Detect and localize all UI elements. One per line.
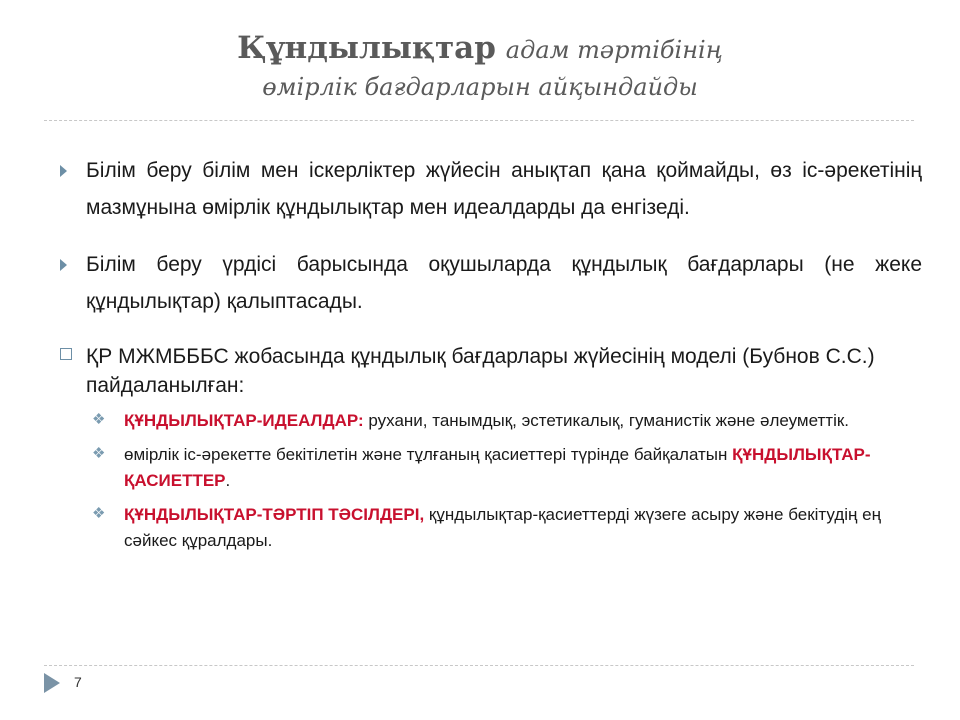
footer-triangle-icon: [44, 673, 60, 693]
slide-title: [60, 28, 900, 104]
title-bold: Құндылықтар: [237, 30, 496, 66]
slide-body: [60, 152, 922, 554]
sub-item-2-text: өмірлік іс-әрекетте бекітілетін және тұлғаның қасиеттері түрінде байқалатын: [124, 445, 733, 464]
bottom-divider: [44, 665, 914, 666]
square-bullet-icon: [60, 348, 72, 360]
title-italic: адам тәртібінің: [505, 36, 723, 64]
bullet-1: [60, 152, 922, 226]
sub-item-2: [86, 442, 922, 494]
bullet-2-text: Білім беру үрдісі барысында оқушыларда құндылық бағдарлары (не жеке құндылықтар) қалыптасады.: [86, 253, 922, 313]
diamond-bullet-icon: ❖: [92, 445, 106, 462]
sub-item-3-term: ҚҰНДЫЛЫҚТАР-ТӘРТІП ТӘСІЛДЕРІ,: [124, 505, 425, 524]
sub-item-1-text: рухани, танымдық, эстетикалық, гуманистік және әлеуметтік.: [363, 411, 850, 430]
title-line-1: [60, 28, 900, 70]
sub-item-2-term: ҚҰНДЫЛЫҚТАР-ҚАСИЕТТЕР: [124, 445, 871, 490]
title-line-2: өмірлік бағдарларын айқындайды: [262, 73, 698, 101]
bullet-2: [60, 246, 922, 320]
diamond-bullet-icon: ❖: [92, 505, 106, 522]
sub-item-1: [86, 408, 922, 434]
section-text: ҚР МЖМБББС жобасында құндылық бағдарлары жүйесінің моделі (Бубнов С.С.) пайдаланылған:: [86, 345, 875, 397]
triangle-bullet-icon: [60, 259, 67, 271]
section-bullet: [60, 342, 922, 400]
sub-item-1-term: ҚҰНДЫЛЫҚТАР-ИДЕАЛДАР:: [124, 411, 364, 430]
diamond-bullet-icon: ❖: [92, 411, 106, 428]
page-number: 7: [74, 674, 82, 690]
sub-item-2-end: .: [225, 471, 231, 490]
bullet-1-text: Білім беру білім мен іскерліктер жүйесін анықтап қана қоймайды, өз іс-әрекетінің мазмұнына өмірлік құндылықтар мен идеалдарды да енгізеді.: [86, 159, 922, 219]
sub-item-3-text: құндылықтар-қасиеттерді жүзеге асыру және бекітудің ең сәйкес құралдары.: [124, 505, 881, 550]
sub-item-3: [86, 502, 922, 554]
triangle-bullet-icon: [60, 165, 67, 177]
top-divider: [44, 120, 914, 121]
